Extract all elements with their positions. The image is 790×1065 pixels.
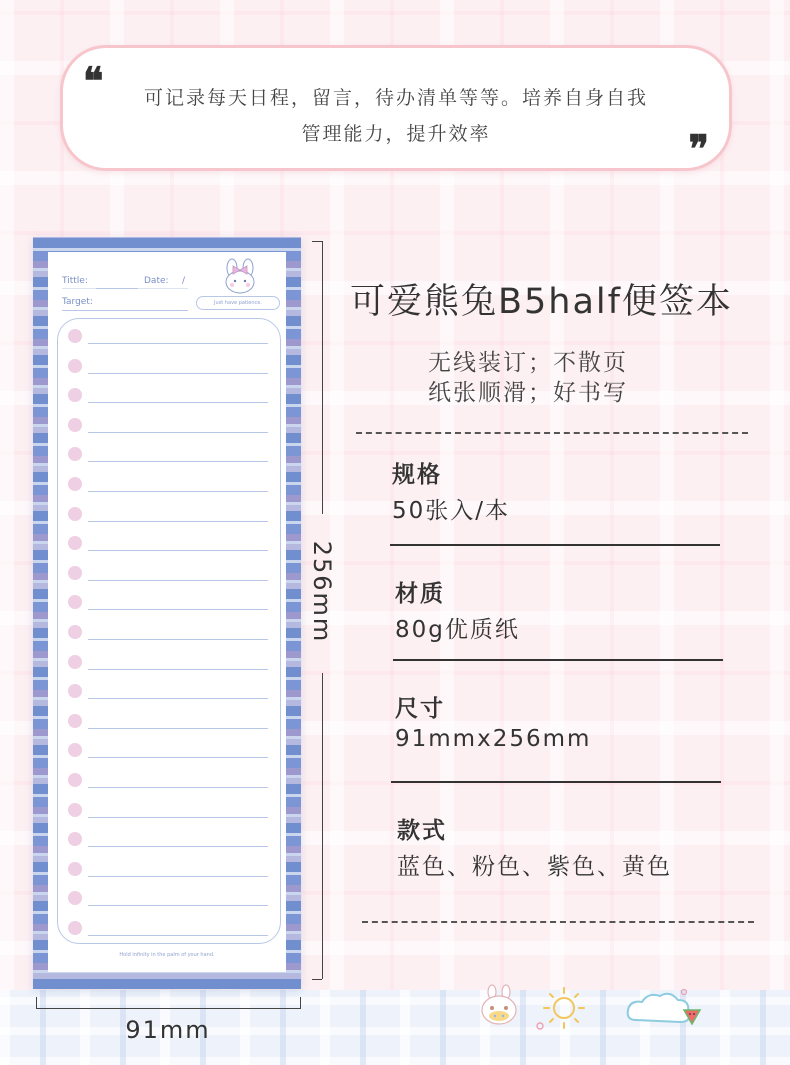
open-quote-icon: ❝ xyxy=(83,58,104,103)
checklist-line xyxy=(88,935,268,936)
checklist-line xyxy=(88,876,268,877)
checklist-line xyxy=(88,669,268,670)
quote-text xyxy=(93,80,699,152)
checklist-dot xyxy=(68,625,82,639)
checklist-dot xyxy=(68,743,82,757)
checklist-row xyxy=(68,921,268,935)
title-underline xyxy=(62,288,188,289)
checklist-row xyxy=(68,862,268,876)
checklist-row xyxy=(68,743,268,757)
quote-line-2: 管理能力，提升效率 xyxy=(301,123,491,145)
checklist-row xyxy=(68,714,268,728)
target-label: Target: xyxy=(62,297,93,307)
height-label: 256mm xyxy=(308,540,336,644)
style-value: 蓝色、粉色、紫色、黄色 xyxy=(397,854,672,880)
checklist-dot xyxy=(68,655,82,669)
height-tick-top xyxy=(312,241,322,242)
checklist-box xyxy=(57,318,281,944)
checklist-dot xyxy=(68,891,82,905)
sun-icon xyxy=(532,982,596,1036)
width-tick-left xyxy=(36,997,37,1009)
tittle-label: Tittle: xyxy=(62,276,88,286)
spec-label: 规格 xyxy=(392,462,442,488)
checklist-dot xyxy=(68,359,82,373)
checklist-line xyxy=(88,373,268,374)
checklist-line xyxy=(88,757,268,758)
size-value: 91mmx256mm xyxy=(395,726,592,752)
checklist-row xyxy=(68,329,268,343)
size-rule xyxy=(391,781,721,783)
quote-line-1: 可记录每天日程，留言，待办清单等等。培养自身自我 xyxy=(143,87,648,109)
checklist-row xyxy=(68,507,268,521)
checklist-line xyxy=(88,728,268,729)
width-dimension-line xyxy=(36,1008,300,1009)
watermelon-icon xyxy=(682,1006,702,1026)
checklist-line xyxy=(88,580,268,581)
material-value: 80g优质纸 xyxy=(395,617,520,643)
material-rule xyxy=(393,659,723,661)
checklist-line xyxy=(88,343,268,344)
checklist-dot xyxy=(68,418,82,432)
date-label: Date: xyxy=(144,276,169,286)
checklist-dot xyxy=(68,329,82,343)
checklist-line xyxy=(88,698,268,699)
checklist-row xyxy=(68,477,268,491)
close-quote-icon: ❞ xyxy=(688,126,709,171)
checklist-dot xyxy=(68,921,82,935)
dashed-divider-bottom xyxy=(362,921,754,923)
checklist-line xyxy=(88,905,268,906)
checklist-row xyxy=(68,832,268,846)
checklist-row xyxy=(68,803,268,817)
width-tick-right xyxy=(300,997,301,1009)
checklist-row xyxy=(68,566,268,580)
checklist-row xyxy=(68,655,268,669)
checklist-dot xyxy=(68,832,82,846)
size-label: 尺寸 xyxy=(395,696,445,722)
checklist-dot xyxy=(68,773,82,787)
checklist-dot xyxy=(68,684,82,698)
checklist-row xyxy=(68,773,268,787)
product-title: 可爱熊兔B5half便签本 xyxy=(350,282,733,322)
checklist-line xyxy=(88,639,268,640)
bunny-icon xyxy=(216,258,266,294)
notepad-sheet xyxy=(48,252,286,972)
checklist-row xyxy=(68,447,268,461)
checklist-row xyxy=(68,418,268,432)
spec-value: 50张入/本 xyxy=(392,498,511,524)
checklist-row xyxy=(68,388,268,402)
checklist-dot xyxy=(68,862,82,876)
checklist-row xyxy=(68,625,268,639)
checklist-line xyxy=(88,787,268,788)
height-dimension-line-top xyxy=(322,241,323,514)
checklist-line xyxy=(88,402,268,403)
date-slash: / xyxy=(182,276,186,286)
checklist-line xyxy=(88,550,268,551)
checklist-dot xyxy=(68,388,82,402)
dashed-divider-top xyxy=(356,432,748,434)
sheet-footer: Hold infinity in the palm of your hand. xyxy=(119,952,215,958)
checklist-dot xyxy=(68,447,82,461)
checklist-line xyxy=(88,609,268,610)
checklist-line xyxy=(88,491,268,492)
checklist-row xyxy=(68,891,268,905)
checklist-dot xyxy=(68,507,82,521)
feature-paper: 纸张顺滑；好书写 xyxy=(428,380,628,406)
checklist-line xyxy=(88,521,268,522)
target-line xyxy=(62,310,188,311)
height-dimension-line-bottom xyxy=(322,673,323,979)
checklist-line xyxy=(88,461,268,462)
style-label: 款式 xyxy=(397,818,447,844)
checklist-dot xyxy=(68,477,82,491)
spec-rule xyxy=(390,544,720,546)
motto-bubble: Just have patience. xyxy=(196,296,280,310)
checklist-line xyxy=(88,846,268,847)
checklist-dot xyxy=(68,566,82,580)
checklist-line xyxy=(88,432,268,433)
checklist-line xyxy=(88,817,268,818)
checklist-dot xyxy=(68,595,82,609)
quote-bubble xyxy=(60,45,732,171)
checklist-row xyxy=(68,684,268,698)
checklist-dot xyxy=(68,714,82,728)
feature-binding: 无线装订；不散页 xyxy=(428,350,628,376)
checklist-dot xyxy=(68,803,82,817)
checklist-row xyxy=(68,595,268,609)
checklist-row xyxy=(68,359,268,373)
bunny-icon xyxy=(476,984,524,1030)
checklist-dot xyxy=(68,536,82,550)
checklist-row xyxy=(68,536,268,550)
notepad-image xyxy=(33,237,301,989)
height-tick-bottom xyxy=(312,979,322,980)
material-label: 材质 xyxy=(395,581,445,607)
width-label: 91mm xyxy=(125,1016,211,1044)
